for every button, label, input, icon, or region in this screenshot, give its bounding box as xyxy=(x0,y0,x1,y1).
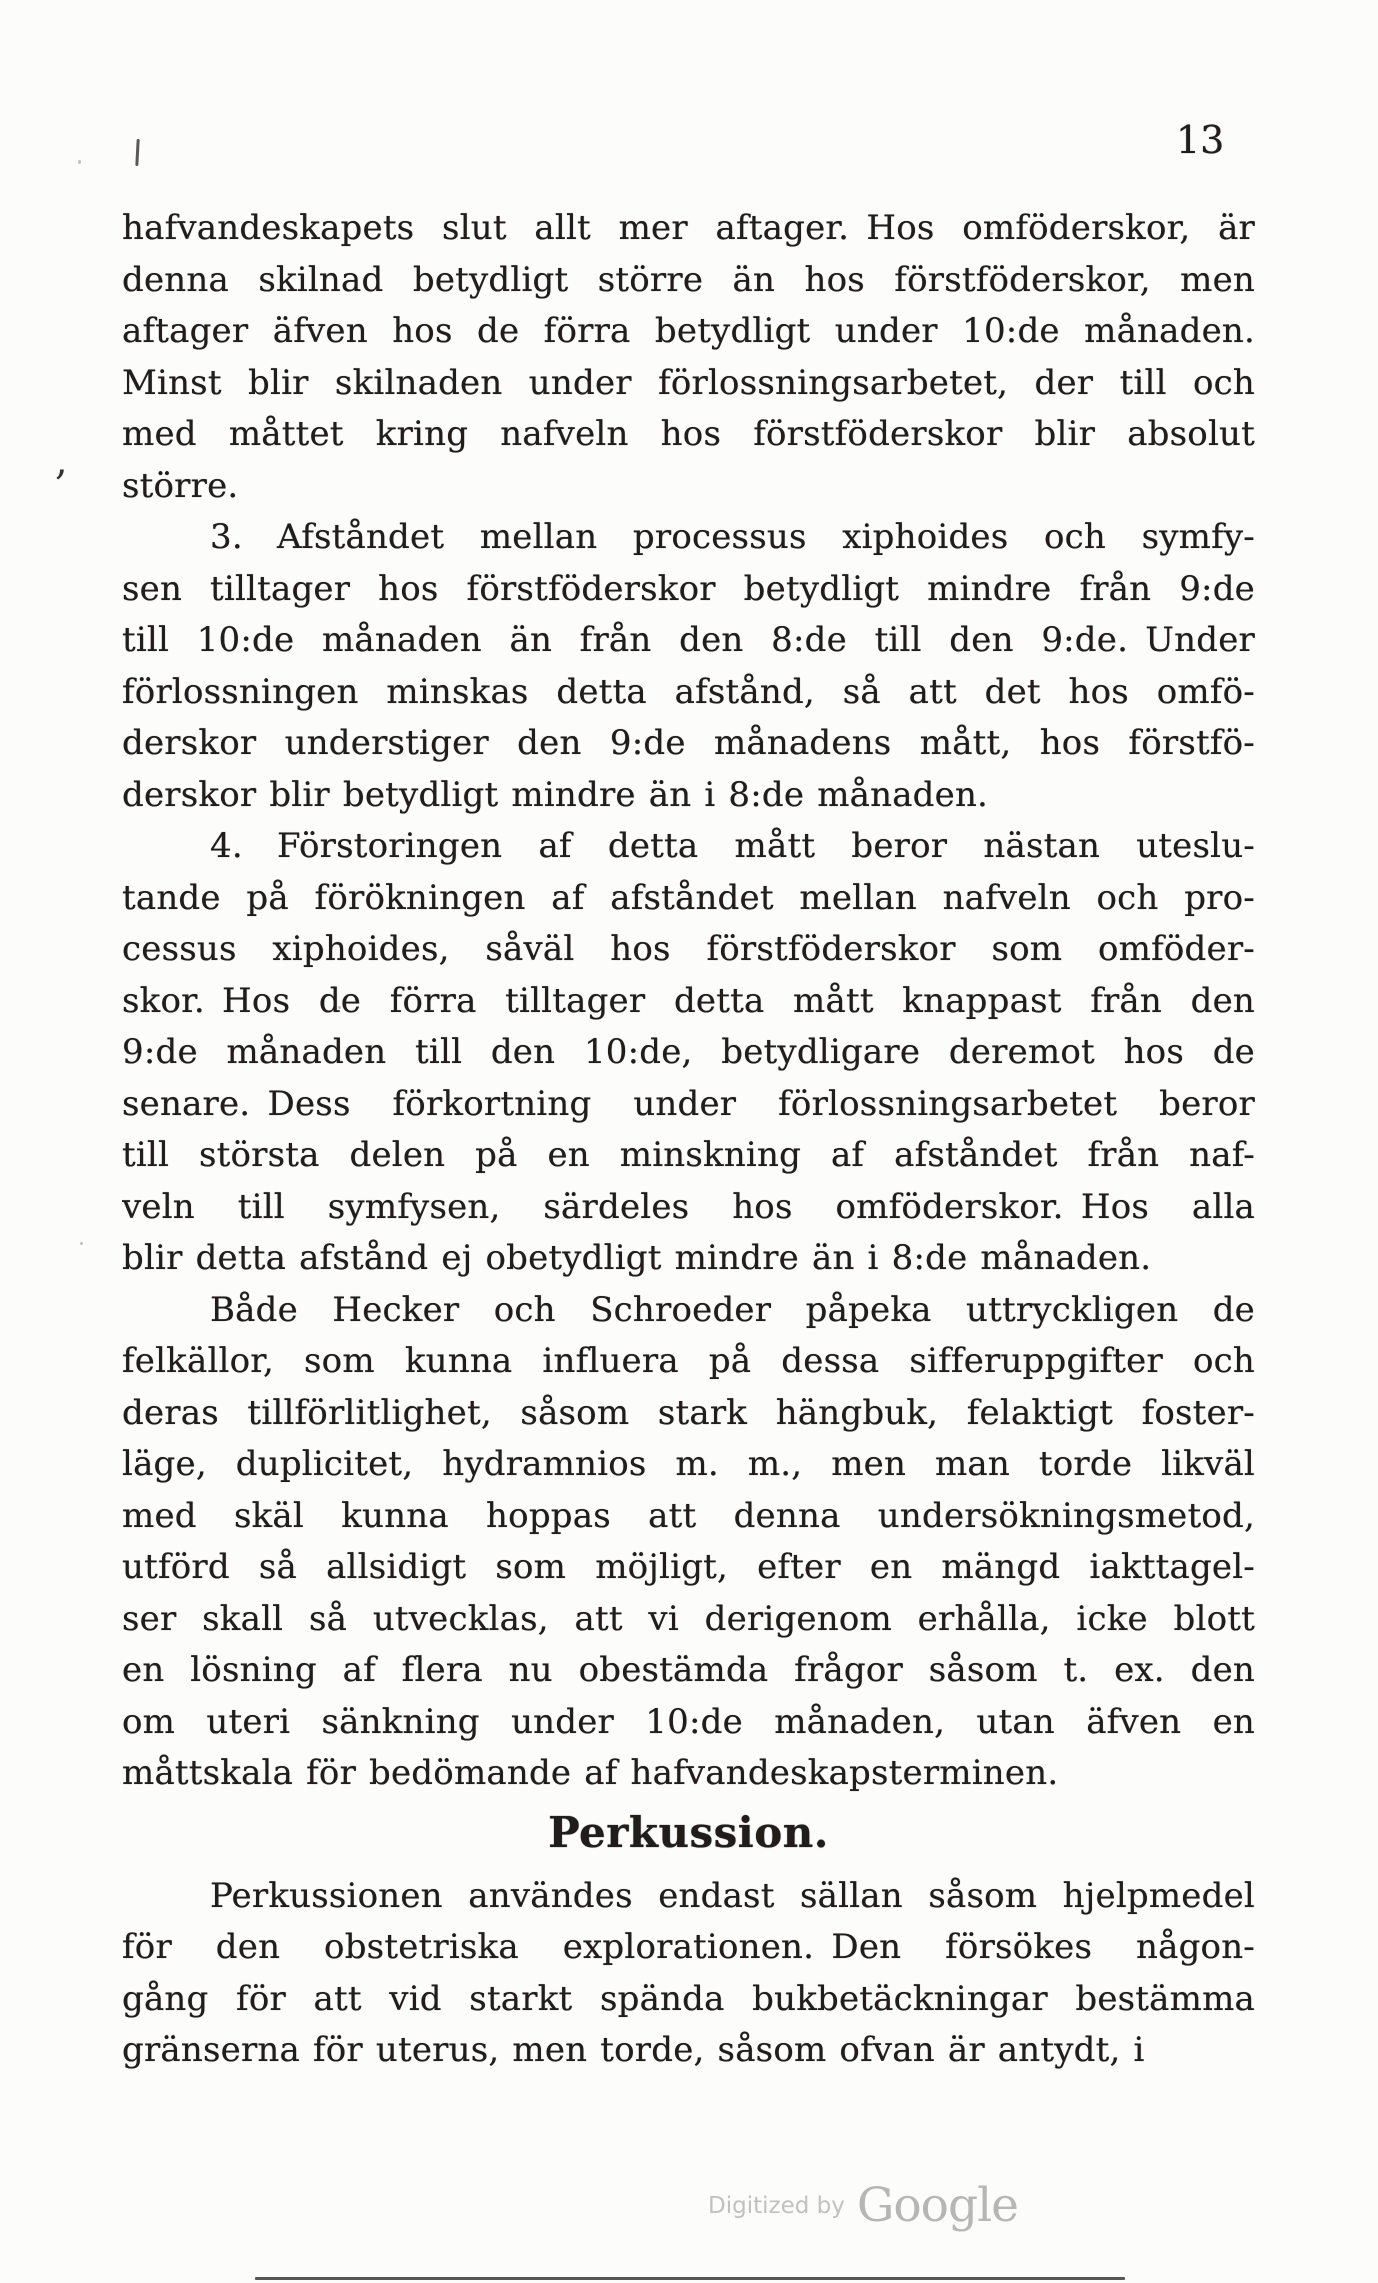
text-line: för den obstetriska explorationen. Den försökes någon- xyxy=(122,1927,1255,1967)
scan-edge-line xyxy=(255,2277,1125,2280)
text-line: derskor understiger den 9:de månadens mått, hos förstfö- xyxy=(122,723,1255,763)
text-line: felkällor, som kunna influera på dessa sifferuppgifter och xyxy=(122,1341,1255,1381)
paragraph xyxy=(122,203,1255,512)
text-line: senare. Dess förkortning under förlossningsarbetet beror xyxy=(122,1083,1255,1124)
scan-speck xyxy=(80,1242,83,1245)
text-line: gränserna för uterus, men torde, såsom ofvan är antydt, i xyxy=(122,2030,1145,2070)
text-line: gång för att vid starkt spända bukbetäckningar bestämma xyxy=(122,1978,1255,2019)
text-line: veln till symfysen, särdeles hos omföderskor. Hos alla xyxy=(122,1186,1255,1227)
text-line: läge, duplicitet, hydramnios m. m., men man torde likväl xyxy=(122,1444,1255,1484)
scan-speck xyxy=(78,160,81,164)
digitized-by-label: Digitized by xyxy=(708,2192,845,2219)
page-number: 13 xyxy=(1176,118,1225,162)
text-line: om uteri sänkning under 10:de månaden, utan äfven en xyxy=(122,1701,1255,1742)
paragraph xyxy=(122,821,1255,1285)
text-line: större. xyxy=(122,465,239,506)
text-line: till 10:de månaden än från den 8:de till den 9:de. Under xyxy=(122,620,1255,660)
text-line: 9:de månaden till den 10:de, betydligare deremot hos de xyxy=(122,1032,1255,1072)
text-line: sen tilltager hos förstföderskor betydligt mindre från 9:de xyxy=(122,568,1255,609)
text-line: Både Hecker och Schroeder påpeka uttryckligen de xyxy=(210,1289,1255,1330)
watermark xyxy=(708,2178,1018,2233)
text-line: en lösning af flera nu obestämda frågor såsom t. ex. den xyxy=(122,1650,1255,1690)
scan-speck xyxy=(338,1006,341,1009)
text-line: utförd så allsidigt som möjligt, efter en mängd iakttagel- xyxy=(122,1547,1255,1587)
text-line: med måttet kring nafveln hos förstföderskor blir absolut xyxy=(122,414,1255,454)
body-text xyxy=(122,203,1255,2077)
text-line: Minst blir skilnaden under förlossningsarbetet, der till och xyxy=(122,362,1255,403)
paragraph xyxy=(122,1285,1255,1800)
text-line: måttskala för bedömande af hafvandeskapsterminen. xyxy=(122,1753,1059,1793)
text-line: Perkussionen användes endast sällan såsom hjelpmedel xyxy=(210,1875,1255,1916)
text-line: förlossningen minskas detta afstånd, så att det hos omfö- xyxy=(122,671,1255,712)
text-line: hafvandeskapets slut allt mer aftager. Hos omföderskor, är xyxy=(122,208,1255,248)
paragraph xyxy=(122,1871,1255,2077)
text-line: blir detta afstånd ej obetydligt mindre än i 8:de månaden. xyxy=(122,1238,1152,1278)
paragraph xyxy=(122,512,1255,821)
text-line: 3. Afståndet mellan processus xiphoides och symfy- xyxy=(210,517,1255,557)
margin-ink-mark: , xyxy=(55,438,68,484)
text-line: 4. Förstoringen af detta mått beror nästan uteslu- xyxy=(210,826,1255,866)
text-line: till största delen på en minskning af afståndet från naf- xyxy=(122,1135,1255,1175)
scan-speck xyxy=(990,232,993,235)
google-logo: Google xyxy=(856,2178,1018,2233)
text-line: denna skilnad betydligt större än hos förstföderskor, men xyxy=(122,259,1255,300)
text-line: deras tillförlitlighet, såsom stark hängbuk, felaktigt foster- xyxy=(122,1392,1255,1433)
scan-speck xyxy=(500,1570,504,1573)
text-line: skor. Hos de förra tilltager detta mått knappast från den xyxy=(122,980,1255,1021)
text-line: ser skall så utvecklas, att vi derigenom erhålla, icke blott xyxy=(122,1598,1255,1639)
text-line: derskor blir betydligt mindre än i 8:de månaden. xyxy=(122,774,989,815)
text-line: cessus xiphoides, såväl hos förstföderskor som omföder- xyxy=(122,929,1255,969)
text-line: med skäl kunna hoppas att denna undersökningsmetod, xyxy=(122,1495,1255,1536)
scan-stray-mark xyxy=(135,139,139,166)
section-heading: Perkussion. xyxy=(548,1807,829,1857)
text-line: tande på förökningen af afståndet mellan nafveln och pro- xyxy=(122,877,1255,918)
text-line: aftager äfven hos de förra betydligt under 10:de månaden. xyxy=(122,311,1255,351)
